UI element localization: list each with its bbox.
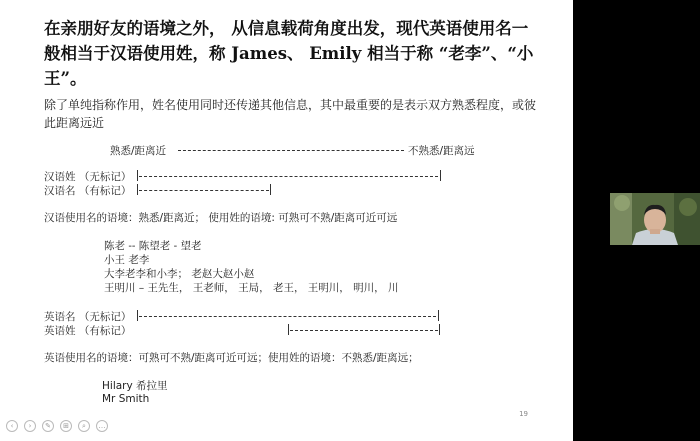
example-name: Hilary 希拉里 xyxy=(102,380,168,392)
scale-left-label: 熟悉/距离近 xyxy=(110,145,167,157)
chinese-surname-range xyxy=(139,176,438,177)
slideshow-toolbar xyxy=(6,420,108,432)
page-number: 19 xyxy=(519,410,528,418)
example-name: Mr Smith xyxy=(102,393,150,405)
english-surname-range xyxy=(290,330,438,331)
participant-video[interactable] xyxy=(610,193,700,245)
chinese-surname-label: 汉语姓 （无标记） xyxy=(44,171,132,183)
scale-right-label: 不熟悉/距离远 xyxy=(408,145,475,157)
row-marker xyxy=(137,170,138,181)
next-slide-button[interactable]: › xyxy=(24,420,36,432)
row-marker xyxy=(440,170,441,181)
english-given-name-range xyxy=(139,316,436,317)
intro-paragraph: 除了单纯指称作用，姓名使用同时还传递其他信息，其中最重要的是表示双方熟悉程度，或彼此距离远近 xyxy=(44,98,537,130)
previous-slide-button[interactable]: ‹ xyxy=(6,420,18,432)
row-marker xyxy=(137,184,138,195)
row-marker xyxy=(439,324,440,335)
example-line: 大李老李和小李； 老赵大赵小赵 xyxy=(104,268,255,280)
example-line: 王明川 – 王先生， 王老师， 王局， 老王， 王明川， 明川， 川 xyxy=(104,282,399,294)
row-marker xyxy=(270,184,271,195)
english-context-text: 英语使用名的语境：可熟可不熟/距离可近可远；使用姓的语境：不熟悉/距离远； xyxy=(44,352,419,364)
chinese-given-name-label: 汉语名 （有标记） xyxy=(44,185,132,197)
more-options-button[interactable]: … xyxy=(96,420,108,432)
scale-line xyxy=(178,150,404,151)
grid-view-button[interactable]: ⊞ xyxy=(60,420,72,432)
english-given-name-label: 英语名 （无标记） xyxy=(44,311,132,323)
row-marker xyxy=(137,310,138,321)
participant-avatar-image xyxy=(610,193,700,245)
chinese-given-name-range xyxy=(139,190,269,191)
slide-title: 在亲朋好友的语境之外， 从信息载荷角度出发，现代英语使用名一般相当于汉语使用姓，称 James、 Emily 相当于称 “老李”、“小王”。 xyxy=(44,19,534,88)
english-surname-label: 英语姓 （有标记） xyxy=(44,325,132,337)
example-line: 陈老 -- 陈望老 - 望老 xyxy=(104,240,202,252)
pen-tool-button[interactable]: ✎ xyxy=(42,420,54,432)
example-line: 小王 老李 xyxy=(104,254,150,266)
zoom-button[interactable]: ⌕ xyxy=(78,420,90,432)
chinese-context-text: 汉语使用名的语境：熟悉/距离近； 使用姓的语境: 可熟可不熟/距离可近可远 xyxy=(44,212,398,224)
row-marker xyxy=(288,324,289,335)
row-marker xyxy=(438,310,439,321)
